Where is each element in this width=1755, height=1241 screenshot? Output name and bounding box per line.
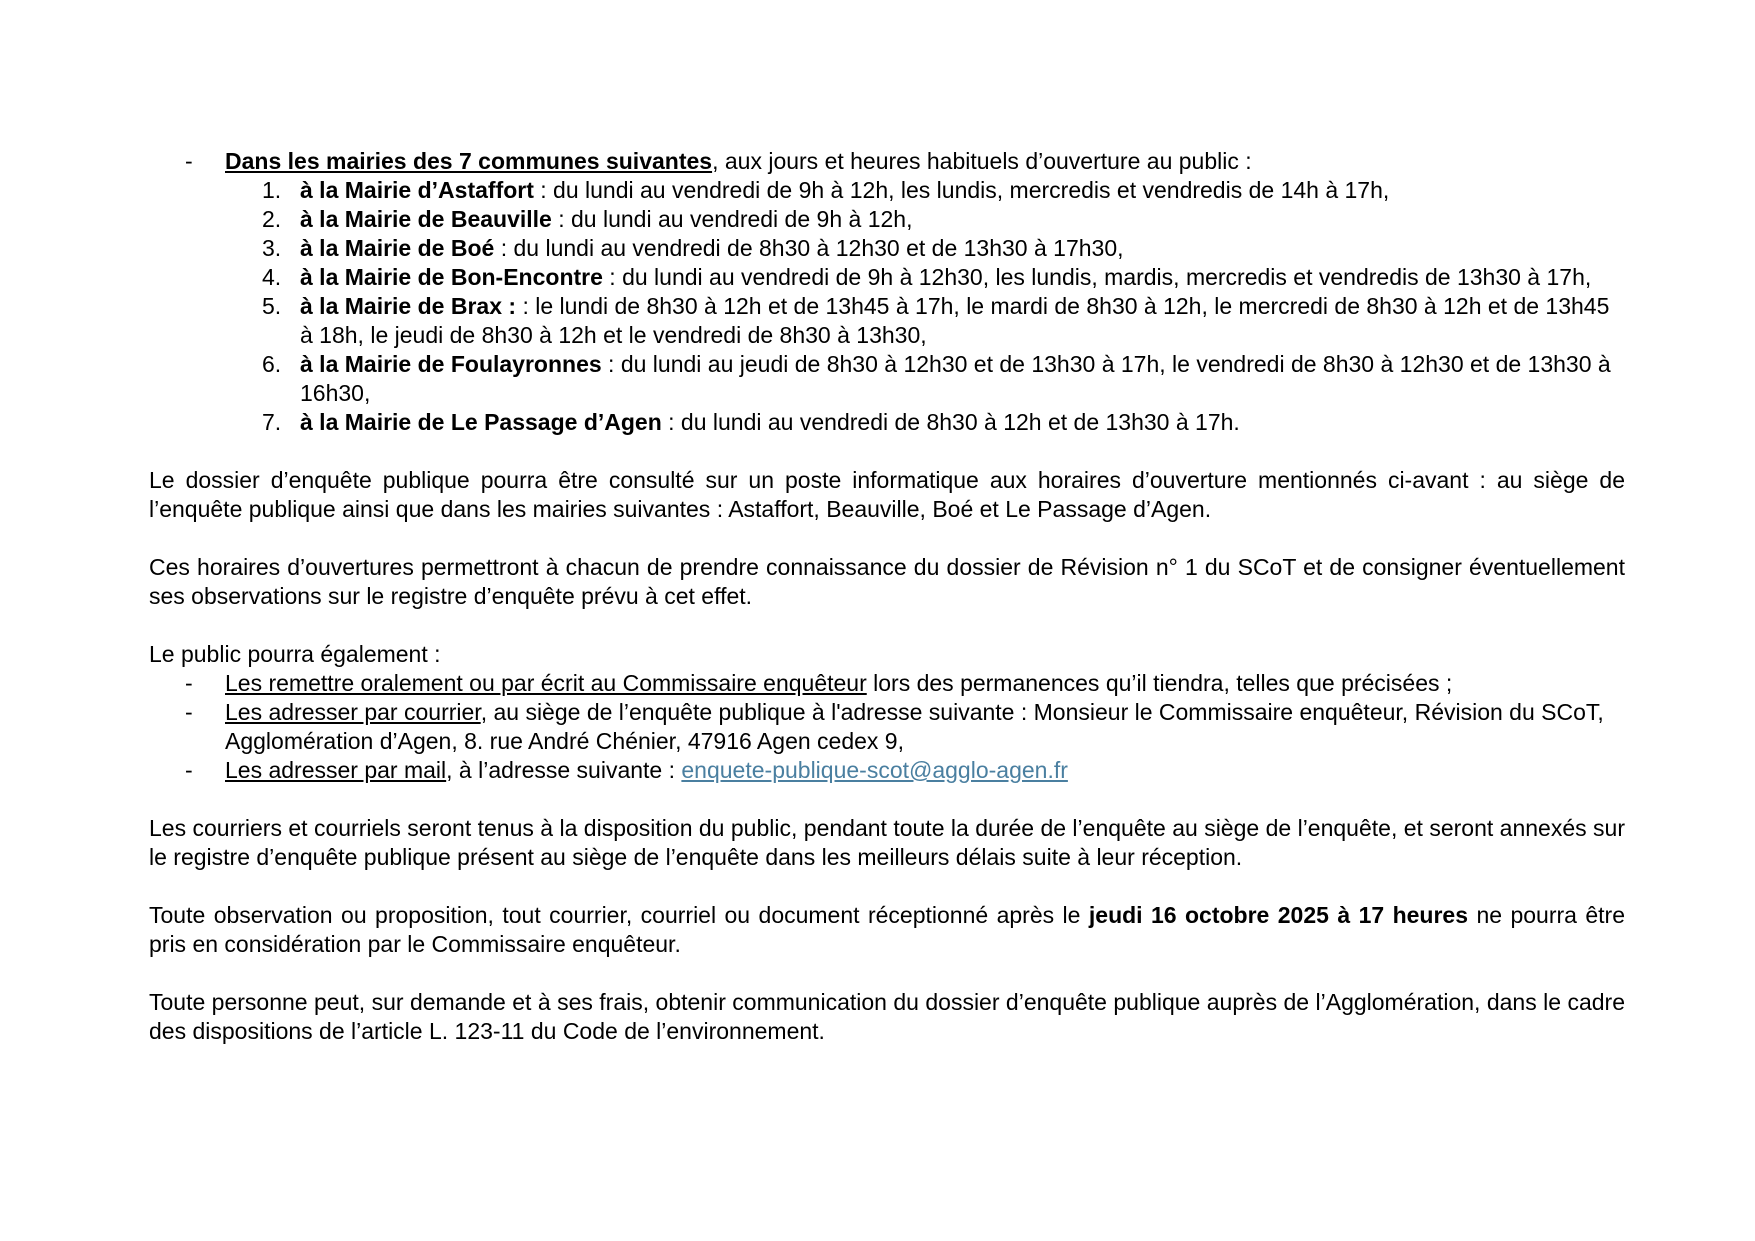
public-item-oral	[149, 669, 1625, 698]
public-item-courrier	[149, 698, 1625, 756]
list-dash: -	[185, 670, 193, 696]
mairie-item-bon-encontre	[149, 263, 1625, 292]
spacer	[149, 785, 1625, 814]
mairies-section	[149, 147, 1625, 176]
public-item-text: , à l’adresse suivante :	[446, 757, 682, 783]
mairie-name: à la Mairie de Beauville	[300, 206, 552, 232]
document-body	[149, 147, 1625, 1046]
spacer	[149, 524, 1625, 553]
mairie-hours: : du lundi au vendredi de 9h à 12h, les lundis, mercredis et vendredis de 14h à 17h,	[533, 177, 1390, 203]
mairie-hours: : du lundi au jeudi de 8h30 à 12h30 et de 13h30 à 17h, le vendredi de 8h30 à 12h30 et de 13h30 à 16h30,	[300, 351, 1611, 406]
mairie-hours: : du lundi au vendredi de 8h30 à 12h30 et de 13h30 à 17h30,	[494, 235, 1124, 261]
spacer	[149, 437, 1625, 466]
public-intro: Le public pourra également :	[149, 641, 441, 667]
list-number: 5.	[262, 293, 282, 319]
list-dash: -	[185, 148, 193, 174]
list-dash: -	[185, 757, 193, 783]
observation-deadline: jeudi 16 octobre 2025 à 17 heures	[1088, 902, 1469, 928]
spacer	[149, 959, 1625, 988]
mairie-name: à la Mairie de Le Passage d’Agen	[300, 409, 662, 435]
mairie-name: à la Mairie de Foulayronnes	[300, 351, 602, 377]
spacer	[149, 872, 1625, 901]
observation-text-after: ne pourra être pris en considération par le Commissaire enquêteur.	[149, 902, 1625, 957]
public-item-text: lors des permanences qu’il tiendra, telles que précisées ;	[866, 670, 1453, 696]
list-number: 4.	[262, 264, 282, 290]
paragraph-courriers: Les courriers et courriels seront tenus à la disposition du public, pendant toute la durée de l’enquête au siège de l’enquête, et seront annexés sur le registre d’enquête publique présent au siège de l’enquête dans les meilleurs délais suite à leur réception.	[149, 815, 1625, 870]
public-item-heading: Les adresser par mail	[225, 757, 447, 783]
spacer	[149, 611, 1625, 640]
mairies-lead-text: , aux jours et heures habituels d’ouverture au public :	[712, 148, 1252, 174]
public-item-heading: Les adresser par courrier	[225, 699, 481, 725]
email-link[interactable]: enquete-publique-scot@agglo-agen.fr	[681, 757, 1068, 783]
list-number: 1.	[262, 177, 282, 203]
paragraph-communication: Toute personne peut, sur demande et à ses frais, obtenir communication du dossier d’enquête publique auprès de l’Agglomération, dans le cadre des dispositions de l’article L. 123-11 du Code de l’environnement.	[149, 989, 1625, 1044]
list-number: 6.	[262, 351, 282, 377]
mairie-name: à la Mairie de Brax :	[300, 293, 523, 319]
public-item-heading: Les remettre oralement ou par écrit au Commissaire enquêteur	[225, 670, 867, 696]
mairie-hours: : du lundi au vendredi de 9h à 12h30, les lundis, mardis, mercredis et vendredis de 13h30 à 17h,	[602, 264, 1592, 290]
mairies-lead-heading: Dans les mairies des 7 communes suivantes	[225, 148, 713, 174]
mairie-item-beauville	[149, 205, 1625, 234]
mairie-item-boe	[149, 234, 1625, 263]
public-item-text: , au siège de l’enquête publique à l'adresse suivante : Monsieur le Commissaire enquêteur, Révision du SCoT, Agglomération d’Agen, 8. rue André Chénier, 47916 Agen cedex 9,	[225, 699, 1604, 754]
mairies-list	[149, 176, 1625, 437]
list-number: 7.	[262, 409, 282, 435]
mairie-item-foulayronnes	[149, 350, 1625, 408]
mairie-hours: : le lundi de 8h30 à 12h et de 13h45 à 17h, le mardi de 8h30 à 12h, le mercredi de 8h30 à 12h et de 13h45 à 18h, le jeudi de 8h30 à 12h et le vendredi de 8h30 à 13h30,	[300, 293, 1610, 348]
mairie-item-le-passage	[149, 408, 1625, 437]
observation-text-before: Toute observation ou proposition, tout courrier, courriel ou document réceptionné après le	[149, 902, 1089, 928]
mairie-item-brax	[149, 292, 1625, 350]
mairie-name: à la Mairie de Bon-Encontre	[300, 264, 603, 290]
paragraph-poste-informatique: Le dossier d’enquête publique pourra être consulté sur un poste informatique aux horaires d’ouverture mentionnés ci-avant : au siège de l’enquête publique ainsi que dans les mairies suivantes : Astaffort, Beauville, Boé et Le Passage d’Agen.	[149, 467, 1625, 522]
mairie-hours: : du lundi au vendredi de 9h à 12h,	[551, 206, 913, 232]
mairie-name: à la Mairie d’Astaffort	[300, 177, 534, 203]
list-number: 3.	[262, 235, 282, 261]
public-item-mail	[149, 756, 1625, 785]
list-number: 2.	[262, 206, 282, 232]
mairie-item-astaffort	[149, 176, 1625, 205]
mairie-name: à la Mairie de Boé	[300, 235, 495, 261]
list-dash: -	[185, 699, 193, 725]
paragraph-observation	[149, 901, 1625, 959]
mairie-hours: : du lundi au vendredi de 8h30 à 12h et de 13h30 à 17h.	[661, 409, 1240, 435]
paragraph-horaires: Ces horaires d’ouvertures permettront à chacun de prendre connaissance du dossier de Révision n° 1 du SCoT et de consigner éventuellement ses observations sur le registre d’enquête prévu à cet effet.	[149, 554, 1625, 609]
